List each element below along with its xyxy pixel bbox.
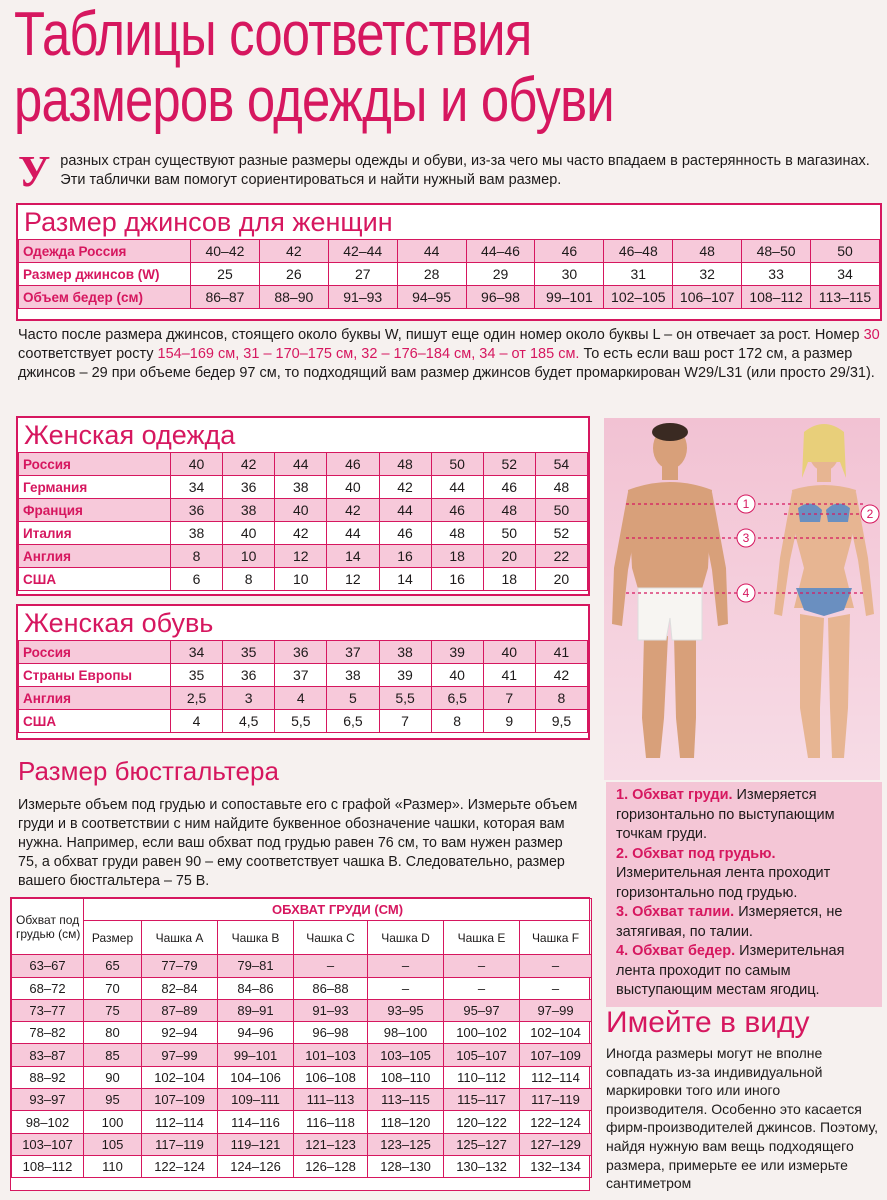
- jeans-cell: 91–93: [328, 286, 397, 309]
- women-clothes-table: [18, 452, 588, 591]
- shoes-cell: 6,5: [431, 687, 483, 710]
- jeans-cell: 42: [259, 240, 328, 263]
- clothes-row-label: Россия: [19, 453, 171, 476]
- bra-column-header: Чашка В: [218, 921, 294, 955]
- jeans-cell: 88–90: [259, 286, 328, 309]
- bra-cell: –: [368, 955, 444, 977]
- bra-cell: 110: [84, 1155, 142, 1177]
- clothes-cell: 18: [483, 568, 535, 591]
- legend-item: [616, 903, 872, 942]
- page-title: [14, 2, 654, 134]
- bra-cell: 105–107: [444, 1044, 520, 1066]
- jeans-cell: 113–115: [811, 286, 880, 309]
- legend-text: Измеряется горизонтально по выступающим точкам груди.: [616, 787, 835, 842]
- clothes-cell: 40: [171, 453, 223, 476]
- bra-header-row: [12, 899, 592, 921]
- clothes-cell: 14: [327, 545, 379, 568]
- intro-text: разных стран существуют разные размеры одежды и обуви, из-за чего мы часто впадаем в растерянность в магазинах. Эти таблички вам помогут сориентироваться и найти нужный вам размер.: [60, 153, 870, 188]
- jeans-cell: 31: [604, 263, 673, 286]
- legend-text: Измерительная лента проходит по самым выступающим местам ягодиц.: [616, 943, 845, 998]
- bra-cell: 99–101: [218, 1044, 294, 1066]
- bra-chest-header: ОБХВАТ ГРУДИ (СМ): [84, 899, 592, 921]
- shoes-cell: 34: [171, 641, 223, 664]
- clothes-cell: 48: [535, 476, 587, 499]
- bra-cell: 68–72: [12, 977, 84, 999]
- measure-label-2: 2: [866, 507, 874, 521]
- shoes-row: [19, 664, 588, 687]
- bra-section-title: Размер бюстгальтера: [18, 756, 279, 786]
- bra-cell: 107–109: [520, 1044, 592, 1066]
- measure-label-1: 1: [742, 497, 750, 511]
- shoes-cell: 2,5: [171, 687, 223, 710]
- jeans-cell: 33: [742, 263, 811, 286]
- jeans-row-label: Одежда Россия: [19, 240, 191, 263]
- bra-row: [12, 1044, 592, 1066]
- bra-row: [12, 955, 592, 977]
- clothes-row: [19, 499, 588, 522]
- jeans-cell: 86–87: [191, 286, 260, 309]
- clothes-cell: 42: [275, 522, 327, 545]
- shoes-cell: 41: [535, 641, 587, 664]
- bra-column-header: Чашка D: [368, 921, 444, 955]
- jeans-cell: 42–44: [328, 240, 397, 263]
- bra-cell: 112–114: [142, 1111, 218, 1133]
- legend-text: Измеряется, не затягивая, по талии.: [616, 904, 843, 940]
- bra-cell: 124–126: [218, 1155, 294, 1177]
- clothes-cell: 50: [535, 499, 587, 522]
- legend-item: [616, 786, 872, 845]
- shoes-cell: 4,5: [223, 710, 275, 733]
- shoes-cell: 7: [379, 710, 431, 733]
- jeans-row: [19, 240, 880, 263]
- shoes-row: [19, 641, 588, 664]
- clothes-cell: 44: [275, 453, 327, 476]
- shoes-cell: 39: [379, 664, 431, 687]
- bra-cell: 132–134: [520, 1155, 592, 1177]
- bra-cell: 102–104: [520, 1022, 592, 1044]
- clothes-cell: 52: [483, 453, 535, 476]
- bra-cell: 82–84: [142, 977, 218, 999]
- shoes-cell: 36: [275, 641, 327, 664]
- bra-cell: 84–86: [218, 977, 294, 999]
- clothes-cell: 12: [327, 568, 379, 591]
- clothes-cell: 36: [171, 499, 223, 522]
- clothes-cell: 18: [431, 545, 483, 568]
- body-measurement-photo: [604, 418, 880, 780]
- clothes-cell: 8: [223, 568, 275, 591]
- bra-cell: 78–82: [12, 1022, 84, 1044]
- shoes-cell: 40: [431, 664, 483, 687]
- bra-cell: 112–114: [520, 1066, 592, 1088]
- shoes-cell: 4: [275, 687, 327, 710]
- jeans-row-label: Объем бедер (см): [19, 286, 191, 309]
- bra-cell: 122–124: [142, 1155, 218, 1177]
- clothes-cell: 48: [379, 453, 431, 476]
- clothes-cell: 22: [535, 545, 587, 568]
- shoes-row: [19, 710, 588, 733]
- bra-cell: 116–118: [294, 1111, 368, 1133]
- clothes-cell: 20: [483, 545, 535, 568]
- jeans-cell: 27: [328, 263, 397, 286]
- bra-cell: 110–112: [444, 1066, 520, 1088]
- jeans-note-part-3: То есть если ваш рост 172 см, а размер джинсов – 29 при объеме бедер 97 см, то подходящий вам размер джинсов будет промаркирован W29/L31 (или просто 29/31).: [18, 346, 875, 381]
- clothes-cell: 20: [535, 568, 587, 591]
- clothes-cell: 42: [327, 499, 379, 522]
- jeans-cell: 46–48: [604, 240, 673, 263]
- legend-item: [616, 942, 872, 1001]
- bra-cell: 77–79: [142, 955, 218, 977]
- bra-cell: 118–120: [368, 1111, 444, 1133]
- shoes-cell: 5,5: [275, 710, 327, 733]
- jeans-size-section: [16, 203, 882, 321]
- bra-cell: 70: [84, 977, 142, 999]
- measure-label-4: 4: [742, 586, 750, 600]
- jeans-note-number: 30: [863, 327, 880, 343]
- shoes-cell: 3: [223, 687, 275, 710]
- clothes-row-label: Франция: [19, 499, 171, 522]
- shoes-cell: 37: [275, 664, 327, 687]
- clothes-cell: 6: [171, 568, 223, 591]
- shoes-cell: 37: [327, 641, 379, 664]
- shoes-cell: 39: [431, 641, 483, 664]
- bra-cell: 128–130: [368, 1155, 444, 1177]
- bra-cell: 79–81: [218, 955, 294, 977]
- shoes-cell: 42: [535, 664, 587, 687]
- jeans-note: [18, 326, 884, 383]
- bra-cell: 95: [84, 1089, 142, 1111]
- shoes-cell: 35: [171, 664, 223, 687]
- jeans-row: [19, 263, 880, 286]
- jeans-note-part-1: Часто после размера джинсов, стоящего около буквы W, пишут еще один номер около буквы L – он отвечает за рост. Номер: [18, 327, 864, 343]
- bra-row: [12, 1133, 592, 1155]
- clothes-cell: 44: [327, 522, 379, 545]
- title-line-1: Таблицы соответствия: [14, 0, 532, 69]
- jeans-note-highlight: 154–169 см, 31 – 170–175 см, 32 – 176–184 см, 34 – от 185 см.: [157, 346, 580, 362]
- clothes-cell: 46: [431, 499, 483, 522]
- bra-cell: 75: [84, 999, 142, 1021]
- bra-cell: 103–105: [368, 1044, 444, 1066]
- shoes-cell: 38: [379, 641, 431, 664]
- shoes-cell: 8: [535, 687, 587, 710]
- clothes-row-label: США: [19, 568, 171, 591]
- bra-cell: 113–115: [368, 1089, 444, 1111]
- clothes-cell: 46: [483, 476, 535, 499]
- women-shoes-section: [16, 604, 590, 740]
- shoes-cell: 8: [431, 710, 483, 733]
- bra-cell: 92–94: [142, 1022, 218, 1044]
- clothes-cell: 40: [223, 522, 275, 545]
- bra-cell: 73–77: [12, 999, 84, 1021]
- jeans-cell: 48: [673, 240, 742, 263]
- clothes-cell: 8: [171, 545, 223, 568]
- bra-cell: 125–127: [444, 1133, 520, 1155]
- clothes-cell: 38: [275, 476, 327, 499]
- bra-cell: 103–107: [12, 1133, 84, 1155]
- bra-cell: 93–95: [368, 999, 444, 1021]
- bra-cell: 80: [84, 1022, 142, 1044]
- bra-cell: 91–93: [294, 999, 368, 1021]
- bra-cell: 94–96: [218, 1022, 294, 1044]
- clothes-row-label: Италия: [19, 522, 171, 545]
- bra-row: [12, 1022, 592, 1044]
- bra-column-header: Чашка А: [142, 921, 218, 955]
- bra-cell: 101–103: [294, 1044, 368, 1066]
- intro-paragraph: [18, 147, 878, 196]
- clothes-row: [19, 453, 588, 476]
- clothes-cell: 16: [379, 545, 431, 568]
- jeans-row-label: Размер джинсов (W): [19, 263, 191, 286]
- bra-cell: 88–92: [12, 1066, 84, 1088]
- jeans-cell: 44–46: [466, 240, 535, 263]
- shoes-cell: 9,5: [535, 710, 587, 733]
- clothes-cell: 14: [379, 568, 431, 591]
- jeans-cell: 106–107: [673, 286, 742, 309]
- clothes-cell: 42: [223, 453, 275, 476]
- jeans-size-table: [18, 239, 880, 309]
- bra-cell: 97–99: [520, 999, 592, 1021]
- bra-cell: 102–104: [142, 1066, 218, 1088]
- legend-text: Измерительная лента проходит горизонтально под грудью.: [616, 865, 831, 901]
- clothes-cell: 10: [223, 545, 275, 568]
- bra-cell: 108–112: [12, 1155, 84, 1177]
- bra-cell: 86–88: [294, 977, 368, 999]
- clothes-cell: 34: [171, 476, 223, 499]
- clothes-cell: 48: [431, 522, 483, 545]
- jeans-note-part-2: соответствует росту: [18, 346, 158, 362]
- jeans-cell: 44: [397, 240, 466, 263]
- bra-cell: 96–98: [294, 1022, 368, 1044]
- shoes-cell: 9: [483, 710, 535, 733]
- jeans-cell: 108–112: [742, 286, 811, 309]
- bra-cell: 97–99: [142, 1044, 218, 1066]
- shoes-cell: 38: [327, 664, 379, 687]
- bra-cell: 109–111: [218, 1089, 294, 1111]
- shoes-cell: 7: [483, 687, 535, 710]
- bra-cell: 95–97: [444, 999, 520, 1021]
- clothes-cell: 40: [275, 499, 327, 522]
- clothes-cell: 46: [327, 453, 379, 476]
- bra-cell: 126–128: [294, 1155, 368, 1177]
- clothes-cell: 54: [535, 453, 587, 476]
- bra-column-header: Чашка F: [520, 921, 592, 955]
- jeans-cell: 50: [811, 240, 880, 263]
- bra-row: [12, 1089, 592, 1111]
- jeans-cell: 94–95: [397, 286, 466, 309]
- bra-row: [12, 1111, 592, 1133]
- bra-column-header: Размер: [84, 921, 142, 955]
- shoes-cell: 35: [223, 641, 275, 664]
- bra-row: [12, 1155, 592, 1177]
- bra-cell: 107–109: [142, 1089, 218, 1111]
- bra-cell: 122–124: [520, 1111, 592, 1133]
- bra-row: [12, 977, 592, 999]
- bra-cell: –: [444, 955, 520, 977]
- shoes-row-label: Россия: [19, 641, 171, 664]
- figures-illustration: [604, 418, 880, 780]
- note-title: Имейте в виду: [606, 1006, 810, 1039]
- jeans-cell: 25: [191, 263, 260, 286]
- clothes-cell: 50: [483, 522, 535, 545]
- clothes-cell: 50: [431, 453, 483, 476]
- bra-cell: 98–102: [12, 1111, 84, 1133]
- clothes-cell: 12: [275, 545, 327, 568]
- bra-cell: –: [294, 955, 368, 977]
- shoes-cell: 5: [327, 687, 379, 710]
- bra-cell: 111–113: [294, 1089, 368, 1111]
- bra-instructions: Измерьте объем под грудью и сопоставьте его с графой «Размер». Измерьте объем груди и в соответствии с ним найдите буквенное обозначение чашки, которая вам нужна. Например, если ваш обхват под грудью равен 76 см, то вам нужен размер 75, а обхват груди равен 90 – ему соответствует чашка B. Следовательно, размер вашего бюстгальтера – 75 B.: [18, 797, 578, 889]
- shoes-cell: 41: [483, 664, 535, 687]
- clothes-cell: 36: [223, 476, 275, 499]
- bra-under-bust-header: Обхват под грудью (см): [12, 899, 84, 955]
- women-clothes-section: [16, 416, 590, 596]
- clothes-row: [19, 545, 588, 568]
- bra-column-header: Чашка С: [294, 921, 368, 955]
- legend-head: 2. Обхват под грудью.: [616, 845, 776, 862]
- measure-label-3: 3: [742, 531, 750, 545]
- clothes-cell: 42: [379, 476, 431, 499]
- bra-cell: 130–132: [444, 1155, 520, 1177]
- jeans-cell: 28: [397, 263, 466, 286]
- note-text: Иногда размеры могут не вполне совпадать из-за индивидуальной маркировки того или иного производителя. Особенно это касается фирм-производителей джинсов. Поэтому, найдя нужную вам вещь подходящего размера, примерьте ее или измерьте сантиметром: [606, 1045, 879, 1192]
- bra-cell: 108–110: [368, 1066, 444, 1088]
- bra-cell: –: [444, 977, 520, 999]
- clothes-row: [19, 476, 588, 499]
- clothes-cell: 38: [171, 522, 223, 545]
- bra-cell: 115–117: [444, 1089, 520, 1111]
- jeans-cell: 30: [535, 263, 604, 286]
- jeans-cell: 34: [811, 263, 880, 286]
- clothes-cell: 40: [327, 476, 379, 499]
- clothes-row: [19, 522, 588, 545]
- bra-cell: 83–87: [12, 1044, 84, 1066]
- legend-item: [616, 845, 872, 904]
- shoes-row-label: США: [19, 710, 171, 733]
- jeans-cell: 96–98: [466, 286, 535, 309]
- bra-cell: 123–125: [368, 1133, 444, 1155]
- bra-cell: 105: [84, 1133, 142, 1155]
- clothes-cell: 44: [431, 476, 483, 499]
- jeans-cell: 99–101: [535, 286, 604, 309]
- bra-row: [12, 999, 592, 1021]
- bra-cell: –: [520, 977, 592, 999]
- clothes-cell: 46: [379, 522, 431, 545]
- clothes-row-label: Германия: [19, 476, 171, 499]
- title-line-2: размеров одежды и обуви: [14, 66, 614, 135]
- bra-cell: 104–106: [218, 1066, 294, 1088]
- legend-head: 4. Обхват бедер.: [616, 943, 736, 959]
- women-clothes-title: Женская одежда: [18, 418, 588, 452]
- bra-cell: 117–119: [520, 1089, 592, 1111]
- clothes-cell: 52: [535, 522, 587, 545]
- bra-row: [12, 1066, 592, 1088]
- bra-cell: 121–123: [294, 1133, 368, 1155]
- clothes-cell: 16: [431, 568, 483, 591]
- shoes-cell: 36: [223, 664, 275, 687]
- jeans-cell: 102–105: [604, 286, 673, 309]
- shoes-cell: 4: [171, 710, 223, 733]
- legend-head: 1. Обхват груди.: [616, 787, 733, 803]
- jeans-cell: 46: [535, 240, 604, 263]
- jeans-section-title: Размер джинсов для женщин: [18, 205, 880, 239]
- bra-cell: 117–119: [142, 1133, 218, 1155]
- jeans-cell: 48–50: [742, 240, 811, 263]
- bra-cell: 98–100: [368, 1022, 444, 1044]
- bra-cell: 65: [84, 955, 142, 977]
- bra-cell: 100: [84, 1111, 142, 1133]
- bra-cell: 100–102: [444, 1022, 520, 1044]
- shoes-row-label: Англия: [19, 687, 171, 710]
- shoes-cell: 40: [483, 641, 535, 664]
- intro-dropcap: У: [18, 147, 51, 196]
- bra-cell: –: [368, 977, 444, 999]
- clothes-cell: 10: [275, 568, 327, 591]
- clothes-cell: 44: [379, 499, 431, 522]
- bra-cell: 85: [84, 1044, 142, 1066]
- jeans-cell: 26: [259, 263, 328, 286]
- bra-cell: 106–108: [294, 1066, 368, 1088]
- bra-cell: 114–116: [218, 1111, 294, 1133]
- bra-cell: 127–129: [520, 1133, 592, 1155]
- women-shoes-table: [18, 640, 588, 733]
- clothes-row-label: Англия: [19, 545, 171, 568]
- shoes-row-label: Страны Европы: [19, 664, 171, 687]
- jeans-cell: 29: [466, 263, 535, 286]
- clothes-row: [19, 568, 588, 591]
- clothes-cell: 48: [483, 499, 535, 522]
- legend-head: 3. Обхват талии.: [616, 904, 735, 920]
- shoes-row: [19, 687, 588, 710]
- bra-cell: 93–97: [12, 1089, 84, 1111]
- jeans-row: [19, 286, 880, 309]
- bra-cell: 89–91: [218, 999, 294, 1021]
- bra-cell: –: [520, 955, 592, 977]
- bra-columns-row: [12, 921, 592, 955]
- bra-cell: 63–67: [12, 955, 84, 977]
- bra-size-table: [11, 898, 592, 1178]
- measurement-legend: [606, 782, 882, 1007]
- shoes-cell: 5,5: [379, 687, 431, 710]
- bra-cell: 90: [84, 1066, 142, 1088]
- jeans-cell: 32: [673, 263, 742, 286]
- shoes-cell: 6,5: [327, 710, 379, 733]
- bra-cell: 87–89: [142, 999, 218, 1021]
- women-shoes-title: Женская обувь: [18, 606, 588, 640]
- bra-cell: 119–121: [218, 1133, 294, 1155]
- clothes-cell: 38: [223, 499, 275, 522]
- bra-column-header: Чашка Е: [444, 921, 520, 955]
- jeans-cell: 40–42: [191, 240, 260, 263]
- bra-cell: 120–122: [444, 1111, 520, 1133]
- bra-size-section: [10, 897, 590, 1191]
